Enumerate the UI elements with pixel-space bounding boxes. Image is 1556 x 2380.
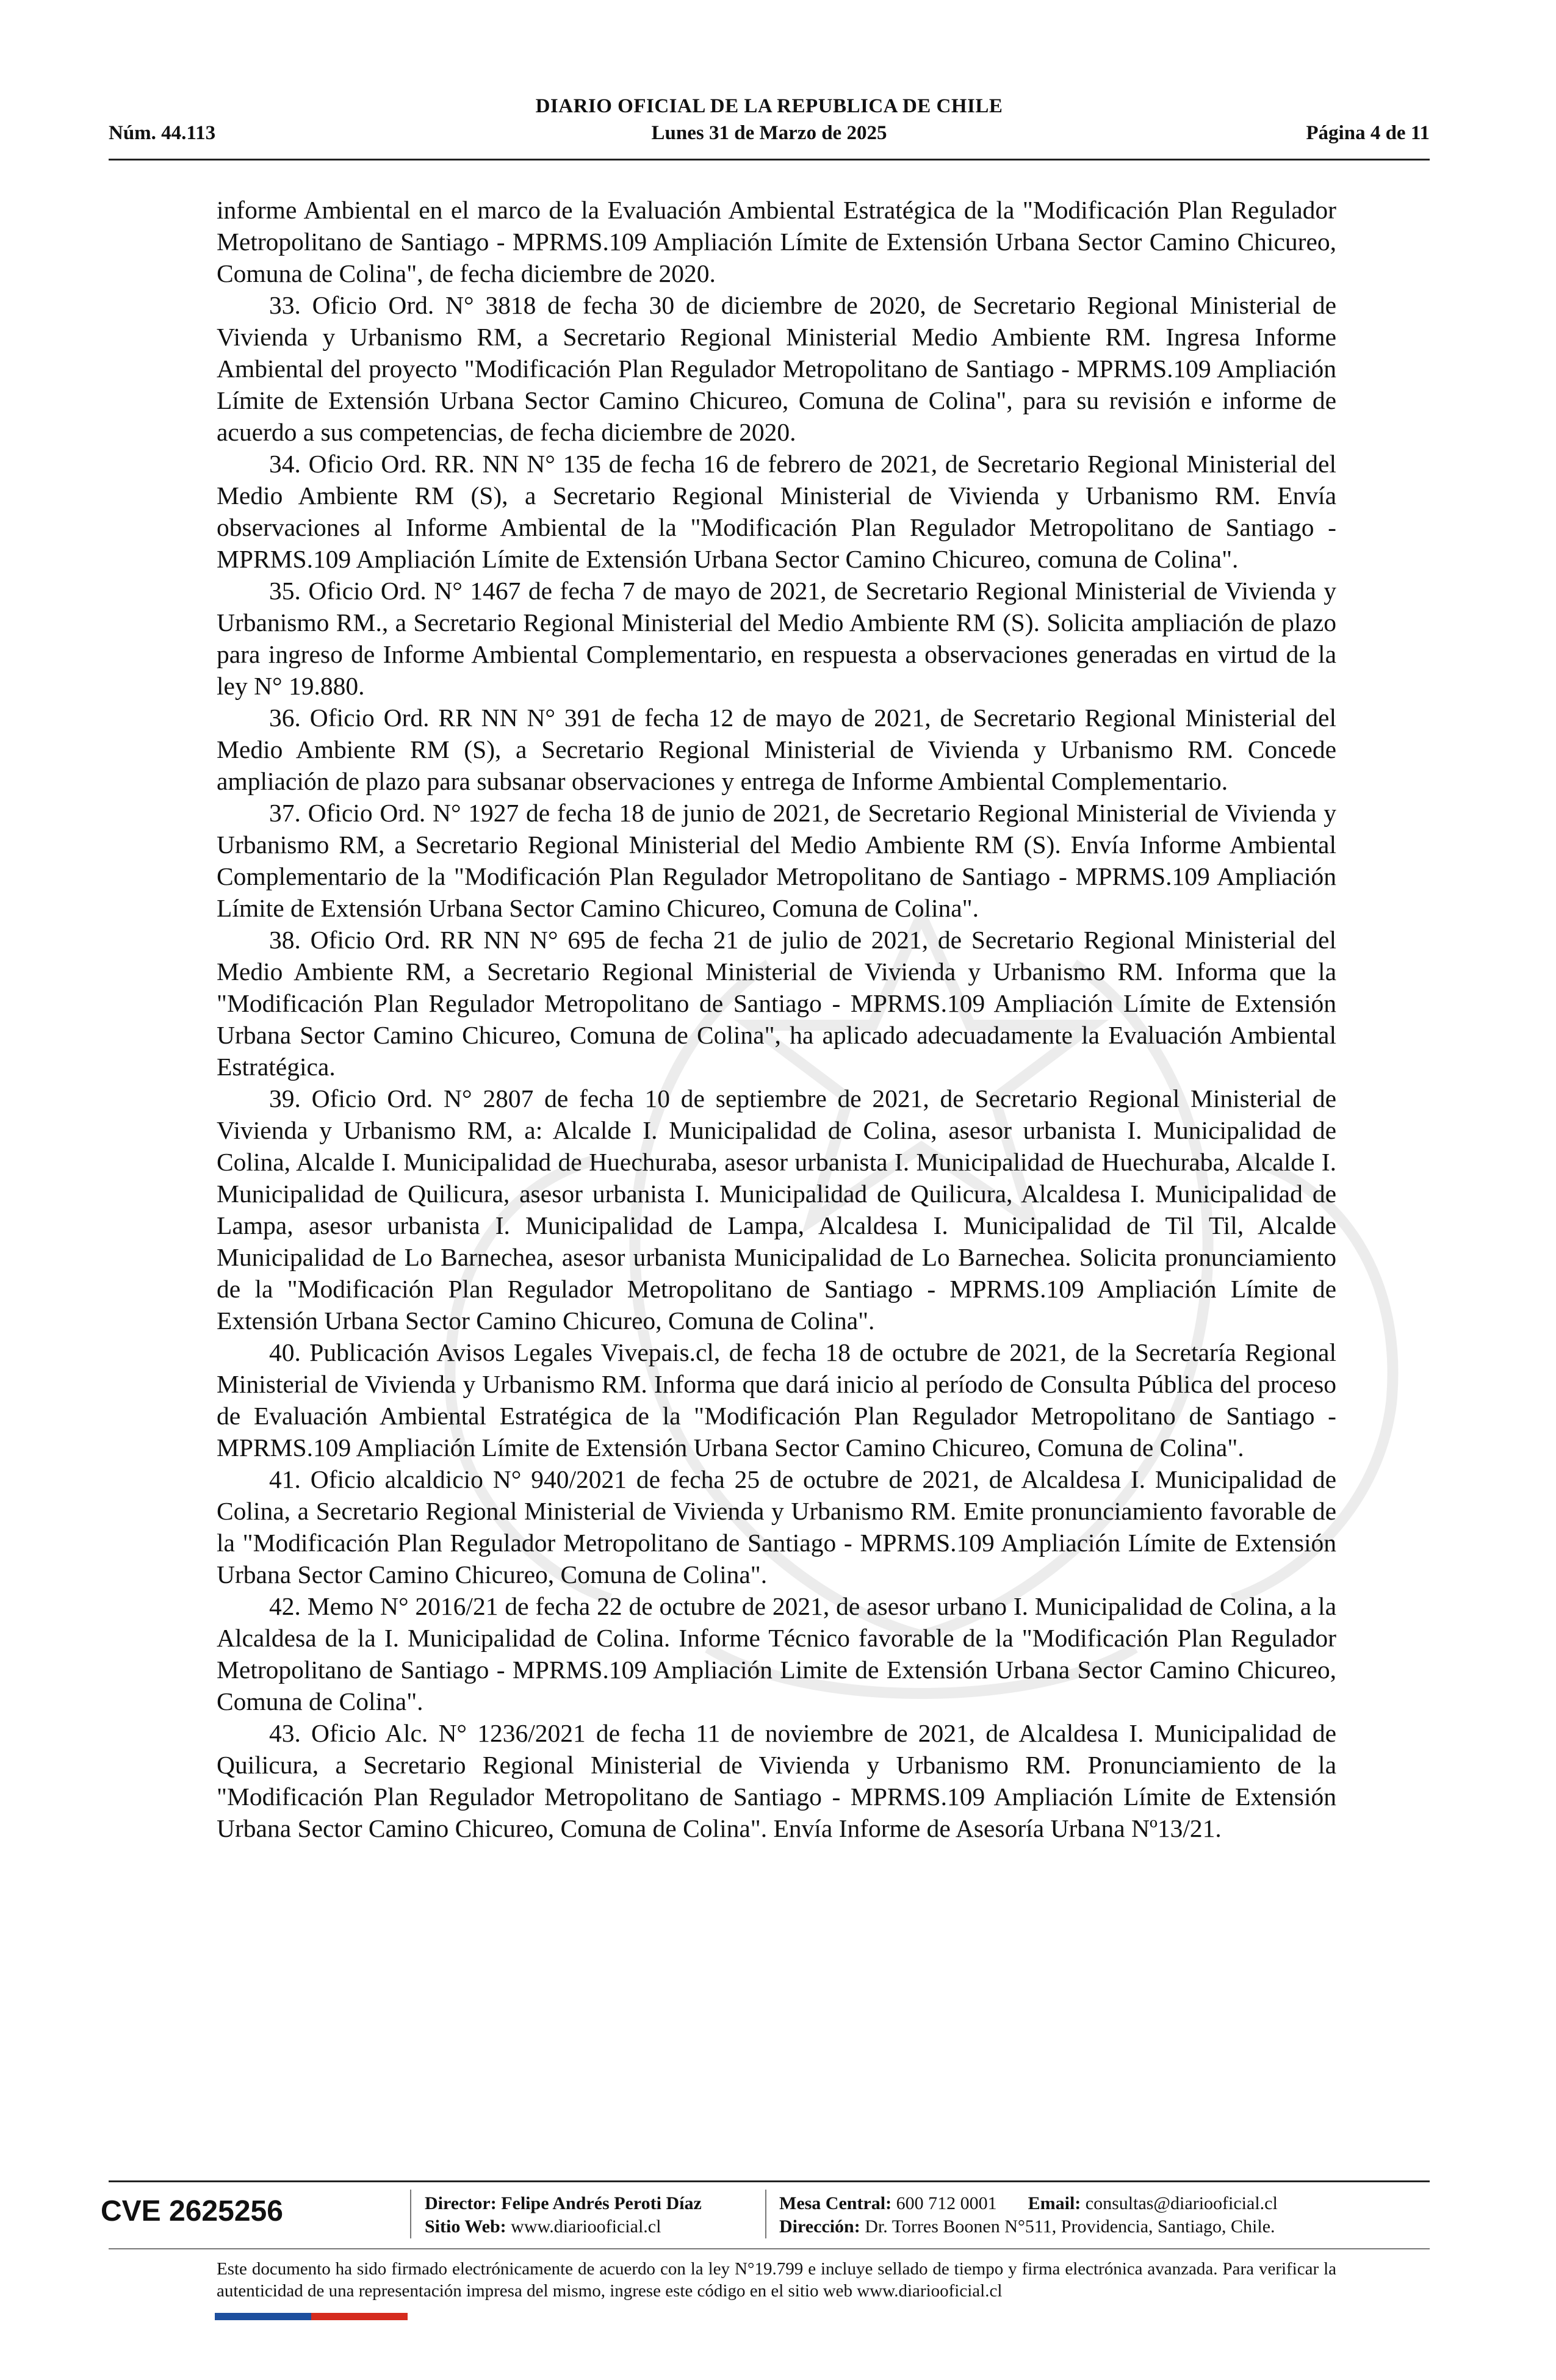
paragraph-41: 41. Oficio alcaldicio N° 940/2021 de fecha 25 de octubre de 2021, de Alcaldesa I. Municipalidad de Colina, a Secretario Regional Ministerial de Vivienda y Urbanismo RM. Emite pronunciamiento favorable de la "Modificación Plan Regulador Metropolitano de Santiago - MPRMS.109 Ampliación Límite de Extensión Urbana Sector Camino Chicureo, Comuna de Colina". xyxy=(217,1465,1336,1588)
document-body xyxy=(217,194,1336,1844)
flag-blue-segment xyxy=(215,2313,311,2320)
email-link[interactable]: consultas@diariooficial.cl xyxy=(1085,2193,1278,2213)
flag-stripe xyxy=(215,2313,408,2320)
address-label: Dirección: xyxy=(779,2216,860,2237)
footer-top-rule xyxy=(109,2180,1430,2182)
issue-number: Núm. 44.113 xyxy=(109,122,216,144)
paragraph-39: 39. Oficio Ord. N° 2807 de fecha 10 de septiembre de 2021, de Secretario Regional Ministerial de Vivienda y Urbanismo RM, a: Alcalde I. Municipalidad de Colina, asesor urbanista I. Municipalidad de Colina, Alcalde I. Municipalidad de Huechuraba, asesor urbanista I. Municipalidad de Huechuraba, Alcalde I. Municipalidad de Quilicura, asesor urbanista I. Municipalidad de Quilicura, Alcaldesa I. Municipalidad de Lampa, asesor urbanista I. Municipalidad de Lampa, Alcaldesa I. Municipalidad de Til Til, Alcalde Municipalidad de Lo Barnechea, asesor urbanista Municipalidad de Lo Barnechea. Solicita pronunciamiento de la "Modificación Plan Regulador Metropolitano de Santiago - MPRMS.109 Ampliación Límite de Extensión Urbana Sector Camino Chicureo, Comuna de Colina". xyxy=(217,1084,1336,1335)
paragraph-35: 35. Oficio Ord. N° 1467 de fecha 7 de mayo de 2021, de Secretario Regional Ministerial de Vivienda y Urbanismo RM., a Secretario Regional Ministerial del Medio Ambiente RM (S). Solicita ampliación de plazo para ingreso de Informe Ambiental Complementario, en respuesta a observaciones generadas en virtud de la ley N° 19.880. xyxy=(217,577,1336,700)
footer-separator xyxy=(410,2190,411,2238)
director-name: Felipe Andrés Peroti Díaz xyxy=(501,2193,702,2213)
footer-director-block xyxy=(425,2192,702,2238)
mesa-central-phone: 600 712 0001 xyxy=(896,2193,997,2213)
footer-divider xyxy=(109,2248,1430,2249)
footer-separator xyxy=(765,2190,766,2238)
director-label: Director: xyxy=(425,2193,497,2213)
mesa-central-label: Mesa Central: xyxy=(779,2193,892,2213)
paragraph-40: 40. Publicación Avisos Legales Vivepais.cl, de fecha 18 de octubre de 2021, de la Secretaría Regional Ministerial de Vivienda y Urbanismo RM. Informa que dará inicio al período de Consulta Pública del proceso de Evaluación Ambiental Estratégica de la "Modificación Plan Regulador Metropolitano de Santiago - MPRMS.109 Ampliación Límite de Extensión Urbana Sector Camino Chicureo, Comuna de Colina". xyxy=(217,1338,1336,1462)
website-link[interactable]: www.diariooficial.cl xyxy=(511,2216,661,2237)
paragraph-43: 43. Oficio Alc. N° 1236/2021 de fecha 11 de noviembre de 2021, de Alcaldesa I. Municipalidad de Quilicura, a Secretario Regional Ministerial de Vivienda y Urbanismo RM. Pronunciamiento de la "Modificación Plan Regulador Metropolitano de Santiago - MPRMS.109 Ampliación Límite de Extensión Urbana Sector Camino Chicureo, Comuna de Colina". Envía Informe de Asesoría Urbana Nº13/21. xyxy=(217,1719,1336,1842)
paragraph-34: 34. Oficio Ord. RR. NN N° 135 de fecha 16 de febrero de 2021, de Secretario Regional Ministerial del Medio Ambiente RM (S), a Secretario Regional Ministerial de Vivienda y Urbanismo RM. Envía observaciones al Informe Ambiental de la "Modificación Plan Regulador Metropolitano de Santiago - MPRMS.109 Ampliación Límite de Extensión Urbana Sector Camino Chicureo, comuna de Colina". xyxy=(217,450,1336,573)
paragraph-37: 37. Oficio Ord. N° 1927 de fecha 18 de junio de 2021, de Secretario Regional Ministerial de Vivienda y Urbanismo RM, a Secretario Regional Ministerial del Medio Ambiente RM (S). Envía Informe Ambiental Complementario de la "Modificación Plan Regulador Metropolitano de Santiago - MPRMS.109 Ampliación Límite de Extensión Urbana Sector Camino Chicureo, Comuna de Colina". xyxy=(217,799,1336,922)
paragraph-38: 38. Oficio Ord. RR NN N° 695 de fecha 21 de julio de 2021, de Secretario Regional Ministerial del Medio Ambiente RM, a Secretario Regional Ministerial de Vivienda y Urbanismo RM. Informa que la "Modificación Plan Regulador Metropolitano de Santiago - MPRMS.109 Ampliación Límite de Extensión Urbana Sector Camino Chicureo, Comuna de Colina", ha aplicado adecuadamente la Evaluación Ambiental Estratégica. xyxy=(217,926,1336,1081)
issue-date: Lunes 31 de Marzo de 2025 xyxy=(651,122,887,144)
website-label: Sitio Web: xyxy=(425,2216,506,2237)
paragraph-continuation: informe Ambiental en el marco de la Evaluación Ambiental Estratégica de la "Modificación Plan Regulador Metropolitano de Santiago - MPRMS.109 Ampliación Límite de Extensión Urbana Sector Camino Chicureo, Comuna de Colina", de fecha diciembre de 2020. xyxy=(217,196,1336,287)
page-header xyxy=(109,92,1430,160)
address-text: Dr. Torres Boonen N°511, Providencia, Santiago, Chile. xyxy=(865,2216,1275,2237)
paragraph-33: 33. Oficio Ord. N° 3818 de fecha 30 de diciembre de 2020, de Secretario Regional Ministerial de Vivienda y Urbanismo RM, a Secretario Regional Ministerial Medio Ambiente RM. Ingresa Informe Ambiental del proyecto "Modificación Plan Regulador Metropolitano de Santiago - MPRMS.109 Ampliación Límite de Extensión Urbana Sector Camino Chicureo, Comuna de Colina", para su revisión e informe de acuerdo a sus competencias, de fecha diciembre de 2020. xyxy=(217,291,1336,446)
cve-code: CVE 2625256 xyxy=(101,2195,283,2227)
paragraph-42: 42. Memo N° 2016/21 de fecha 22 de octubre de 2021, de asesor urbano I. Municipalidad de Colina, a la Alcaldesa de la I. Municipalidad de Colina. Informe Técnico favorable de la "Modificación Plan Regulador Metropolitano de Santiago - MPRMS.109 Ampliación Limite de Extensión Urbana Sector Camino Chicureo, Comuna de Colina". xyxy=(217,1592,1336,1715)
paragraph-36: 36. Oficio Ord. RR NN N° 391 de fecha 12 de mayo de 2021, de Secretario Regional Ministerial del Medio Ambiente RM (S), a Secretario Regional Ministerial de Vivienda y Urbanismo RM. Concede ampliación de plazo para subsanar observaciones y entrega de Informe Ambiental Complementario. xyxy=(217,704,1336,795)
email-label: Email: xyxy=(1028,2193,1081,2213)
publication-title: DIARIO OFICIAL DE LA REPUBLICA DE CHILE xyxy=(535,95,1003,117)
flag-red-segment xyxy=(311,2313,408,2320)
page-number: Página 4 de 11 xyxy=(1306,122,1430,144)
electronic-signature-note: Este documento ha sido firmado electrónicamente de acuerdo con la ley N°19.799 e incluye sellado de tiempo y firma electrónica avanzada. Para verificar la autenticidad de una representación impresa del mismo, ingrese este código en el sitio web www.diariooficial.cl xyxy=(217,2259,1336,2301)
footer-contact-block xyxy=(779,2192,1278,2238)
